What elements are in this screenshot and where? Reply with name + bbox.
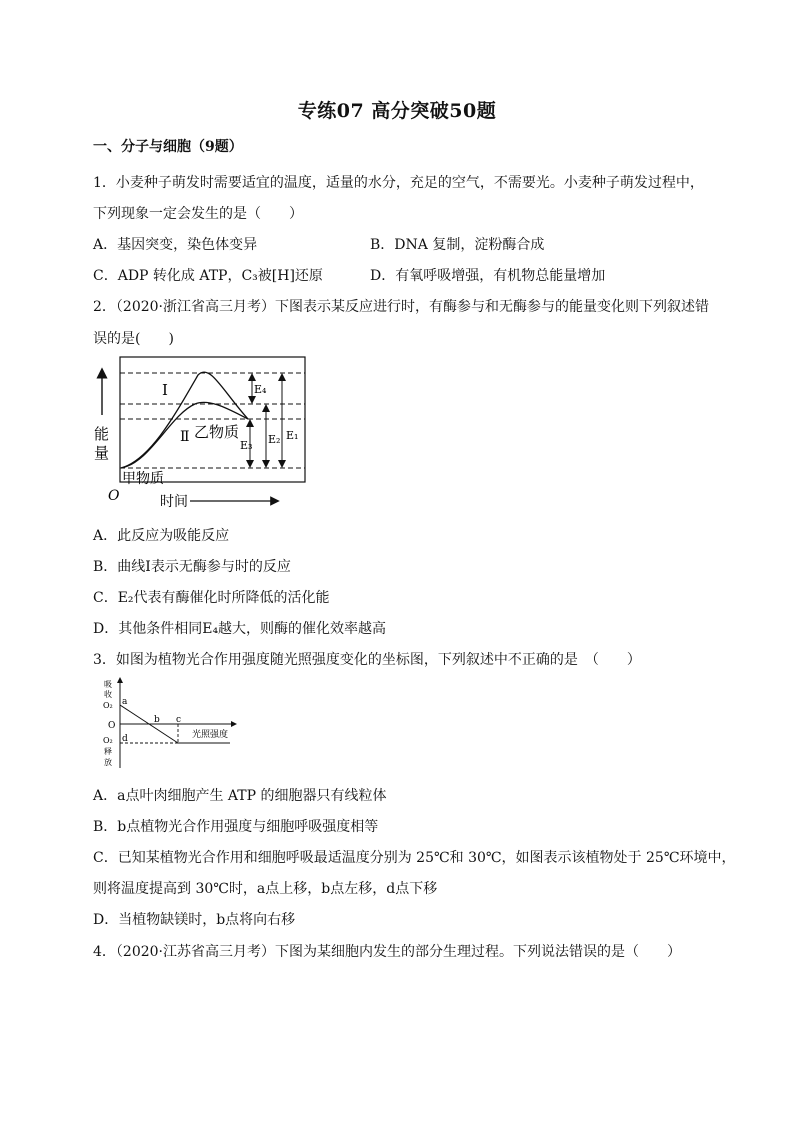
x-axis-label: 光照强度 [192,730,229,740]
q3-option-a: A．a点叶肉细胞产生 ATP 的细胞器只有线粒体 [93,788,387,804]
y-label-top: 能 [94,425,110,443]
curve-ii-label: Ⅱ [180,429,190,445]
q1-option-a: A．基因突变，染色体变异 [93,237,258,253]
product-label: 乙物质 [194,423,240,441]
q3-option-c-line2: 则将温度提高到 30℃时，a点上移，b点左移，d点下移 [93,881,438,897]
e1-label: E₁ [286,429,299,442]
q2-stem-line2: 误的是( ) [93,331,174,347]
y-bot-char3: 放 [104,758,112,767]
x-label: 时间 [160,494,188,508]
q2-option-c: C．E₂代表有酶催化时所降低的活化能 [93,590,330,606]
q1-option-b: B．DNA 复制，淀粉酶合成 [370,237,545,253]
q3-option-b: B．b点植物光合作用强度与细胞呼吸强度相等 [93,819,379,835]
y-top-char2: 收 [104,690,112,699]
e3-label: E₃ [240,439,253,452]
point-a-label: a [122,697,128,707]
q1-option-c: C．ADP 转化成 ATP，C₃被[H]还原 [93,268,323,284]
y-bot-char1: O₂ [103,736,113,745]
curve-i [121,372,248,468]
e2-label: E₂ [268,433,281,446]
point-d-label: d [122,734,128,744]
y-bot-char2: 释 [104,747,112,756]
q2-stem-line1: 2．（2020·浙江省高三月考）下图表示某反应进行时，有酶参与和无酶参与的能量变化则下列叙述错 [93,299,709,315]
origin-label: O [108,488,120,504]
q1-stem-line2: 下列现象一定会发生的是（ ） [93,206,303,222]
substrate-label: 甲物质 [122,471,164,487]
energy-diagram [90,355,312,508]
point-b-label: b [154,715,160,725]
q3-stem: 3．如图为植物光合作用强度随光照强度变化的坐标图，下列叙述中不正确的是 （ ） [93,652,641,668]
y-label-bottom: 量 [94,444,110,462]
origin-label: O [108,721,116,731]
q1-option-d: D．有氧呼吸增强，有机物总能量增加 [370,268,606,284]
section-heading: 一、分子与细胞（9题） [93,139,243,155]
curve-i-label: Ⅰ [162,381,168,399]
q4-stem: 4．（2020·江苏省高三月考）下图为某细胞内发生的部分生理过程。下列说法错误的是（ ） [93,944,681,960]
q3-option-d: D．当植物缺镁时，b点将向右移 [93,912,296,928]
q1-stem-line1: 1．小麦种子萌发时需要适宜的温度，适量的水分，充足的空气，不需要光。小麦种子萌发过程中， [93,175,704,191]
y-top-char1: 吸 [104,680,112,689]
q3-option-c-line1: C．已知某植物光合作用和细胞呼吸最适温度分别为 25℃和 30℃，如图表示该植物处于 25℃环境中， [93,850,736,866]
q2-option-a: A．此反应为吸能反应 [93,528,230,544]
q2-option-d: D．其他条件相同E₄越大，则酶的催化效率越高 [93,621,387,637]
y-top-char3: O₂ [103,701,113,710]
photosynthesis-graph [98,676,238,771]
q2-option-b: B．曲线Ⅰ表示无酶参与时的反应 [93,559,291,575]
point-c-label: c [176,715,182,725]
e4-label: E₄ [254,383,267,396]
page-title: 专练07 高分突破50题 [297,100,497,122]
